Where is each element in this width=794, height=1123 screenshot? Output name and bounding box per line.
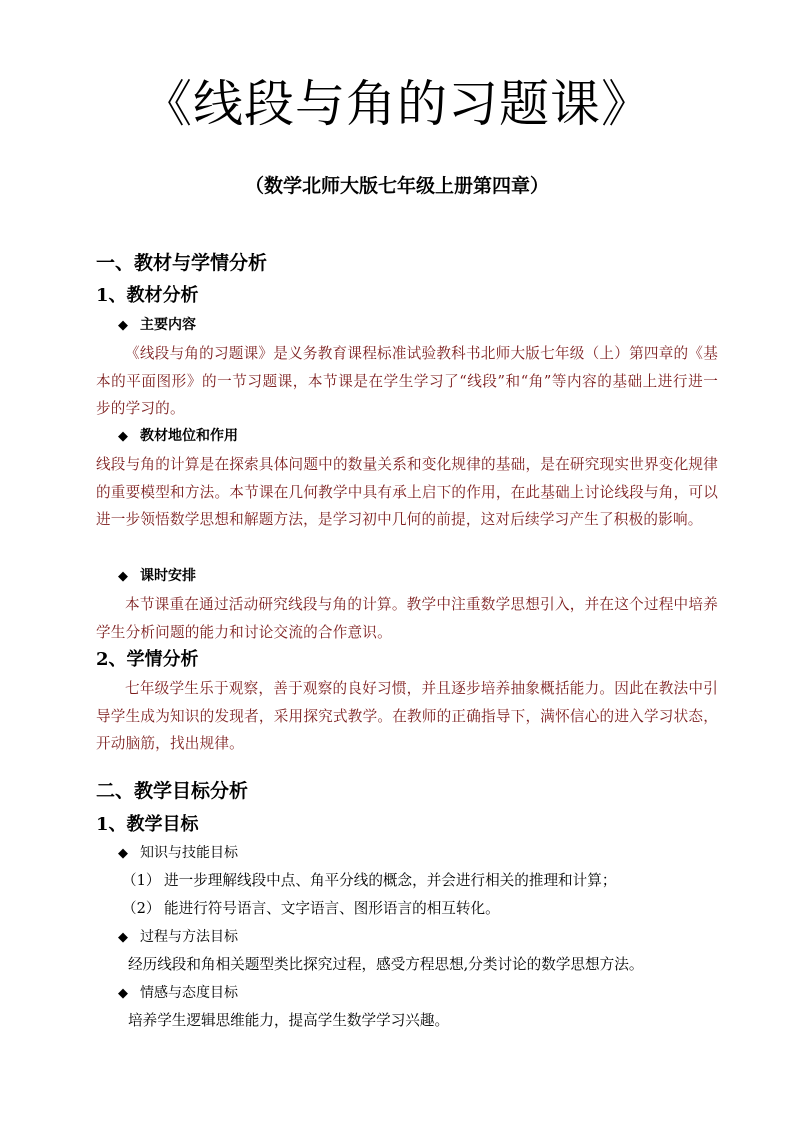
section1-sub1-heading: 1、教材分析 (96, 285, 199, 306)
bullet-label: 课时安排 (140, 568, 196, 584)
item-text: 能进行符号语言、文字语言、图形语言的相互转化。 (164, 900, 500, 917)
bullet-process-method (118, 926, 238, 949)
bullet-label: 情感与态度目标 (140, 985, 238, 1001)
section1-heading: 一、教材与学情分析 (96, 252, 268, 274)
bullet-textbook-position (118, 425, 238, 448)
section1-sub2-heading: 2、学情分析 (96, 649, 199, 670)
diamond-bullet-icon: ◆ (118, 986, 128, 1001)
bullet-label: 教材地位和作用 (140, 428, 238, 444)
paragraph-textbook-position: 线段与角的计算是在探索具体问题中的数量关系和变化规律的基础，是在研究现实世界变化规律的重要模型和方法。本节课在几何教学中具有承上启下的作用，在此基础上讨论线段与角，可以进一步领悟数学思想和解题方法，是学习初中几何的前提，这对后续学习产生了积极的影响。 (96, 456, 718, 528)
paragraph-class-schedule: 本节课重在通过活动研究线段与角的计算。教学中注重数学思想引入，并在这个过程中培养学生分析问题的能力和讨论交流的合作意识。 (96, 596, 718, 641)
diamond-bullet-icon: ◆ (118, 846, 128, 861)
process-method-text: 经历线段和角相关题型类比探究过程，感受方程思想,分类讨论的数学思想方法。 (128, 956, 644, 973)
item-number: （1） (122, 872, 161, 889)
diamond-bullet-icon: ◆ (118, 930, 128, 945)
objective-item-1 (122, 870, 616, 892)
bullet-main-content (118, 314, 196, 337)
item-number: （2） (122, 900, 161, 917)
page-title: 《线段与角的习题课》 (142, 75, 652, 133)
objective-item-2 (122, 898, 500, 920)
item-text: 进一步理解线段中点、角平分线的概念，并会进行相关的推理和计算； (164, 872, 617, 889)
paragraph-main-content: 《线段与角的习题课》是义务教育课程标准试验教科书北师大版七年级（上）第四章的《基本的平面图形》的一节习题课，本节课是在学生学习了“线段”和“角”等内容的基础上进行进一步的学习的。 (96, 345, 718, 417)
diamond-bullet-icon: ◆ (118, 569, 128, 584)
section2-sub1-heading: 1、教学目标 (96, 814, 199, 835)
bullet-knowledge-skills (118, 842, 238, 865)
bullet-label: 知识与技能目标 (140, 845, 238, 861)
bullet-class-schedule (118, 565, 196, 588)
emotion-attitude-text: 培养学生逻辑思维能力，提高学生数学学习兴趣。 (128, 1012, 450, 1029)
paragraph-learner-analysis: 七年级学生乐于观察，善于观察的良好习惯，并且逐步培养抽象概括能力。因此在教法中引导学生成为知识的发现者，采用探究式教学。在教师的正确指导下，满怀信心的进入学习状态，开动脑筋，找出规律。 (96, 680, 718, 752)
bullet-label: 主要内容 (140, 317, 196, 333)
bullet-emotion-attitude (118, 982, 238, 1005)
page-subtitle: （数学北师大版七年级上册第四章） (244, 175, 549, 197)
diamond-bullet-icon: ◆ (118, 429, 128, 444)
diamond-bullet-icon: ◆ (118, 318, 128, 333)
section2-heading: 二、教学目标分析 (96, 780, 249, 802)
bullet-label: 过程与方法目标 (140, 929, 238, 945)
